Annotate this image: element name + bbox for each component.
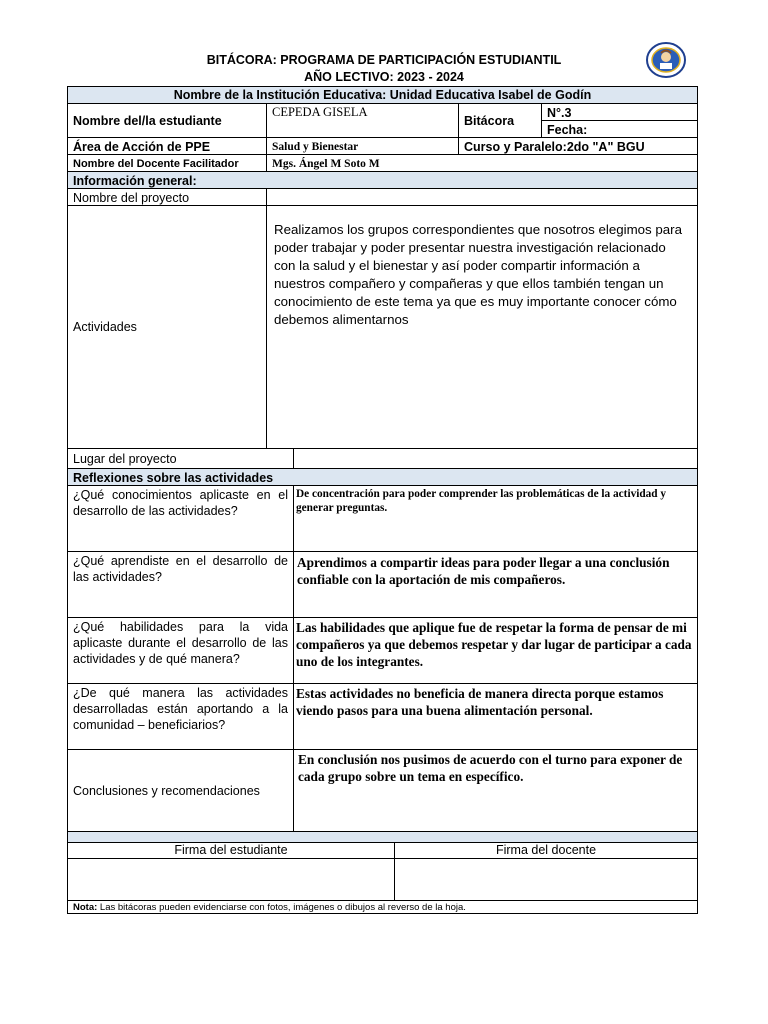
question-community: ¿De qué manera las actividades desarrolladas están aportando a la comunidad – beneficiarios? bbox=[67, 683, 294, 750]
document-title: BITÁCORA: PROGRAMA DE PARTICIPACIÓN ESTUDIANTIL bbox=[206, 53, 562, 67]
question-skills: ¿Qué habilidades para la vida aplicaste durante el desarrollo de las actividades y de qué manera? bbox=[67, 617, 294, 684]
general-info-heading: Información general: bbox=[67, 171, 698, 189]
course-field: Curso y Paralelo:2do "A" BGU bbox=[458, 137, 698, 155]
school-logo bbox=[645, 40, 687, 80]
answer-skills: Las habilidades que aplique fue de respetar la forma de pensar de mi compañeros ya que debemos respetar y dar lugar de participar a cada uno de los integrantes. bbox=[293, 617, 698, 684]
conclusions-label: Conclusiones y recomendaciones bbox=[67, 749, 294, 832]
student-name-label: Nombre del/la estudiante bbox=[67, 103, 267, 138]
date-label: Fecha: bbox=[541, 120, 698, 138]
student-signature-label: Firma del estudiante bbox=[67, 842, 395, 859]
question-learning: ¿Qué aprendiste en el desarrollo de las actividades? bbox=[67, 551, 294, 618]
reflections-heading: Reflexiones sobre las actividades bbox=[67, 468, 698, 486]
project-place-label: Lugar del proyecto bbox=[67, 448, 294, 469]
teacher-signature-area bbox=[394, 858, 698, 901]
note-row bbox=[67, 900, 698, 914]
student-name-value: CEPEDA GISELA bbox=[266, 103, 459, 138]
activities-text: Realizamos los grupos correspondientes que nosotros elegimos para poder trabajar y poder presentar nuestra investigación relacionado con la salud y el bienestar y así poder compartir información a nuestros compañero y compañeras y que ellos también tengan un conocimiento de este tema ya que es muy importante conocer cómo debemos alimentarnos bbox=[266, 205, 698, 449]
answer-community: Estas actividades no beneficia de manera directa porque estamos viendo pasos para una buena alimentación personal. bbox=[293, 683, 698, 750]
activities-label: Actividades bbox=[67, 205, 267, 449]
project-place-value bbox=[293, 448, 698, 469]
area-value: Salud y Bienestar bbox=[266, 137, 459, 155]
answer-knowledge: De concentración para poder comprender las problemáticas de la actividad y generar preguntas. bbox=[293, 485, 698, 552]
area-label: Área de Acción de PPE bbox=[67, 137, 267, 155]
answer-learning: Aprendimos a compartir ideas para poder llegar a una conclusión confiable con la aportación de mis compañeros. bbox=[293, 551, 698, 618]
institution-header: Nombre de la Institución Educativa: Unidad Educativa Isabel de Godín bbox=[67, 86, 698, 104]
bitacora-number: N°.3 bbox=[541, 103, 698, 121]
school-year: AÑO LECTIVO: 2023 - 2024 bbox=[304, 70, 464, 84]
note-text: Las bitácoras pueden evidenciarse con fotos, imágenes o dibujos al reverso de la hoja. bbox=[99, 902, 466, 913]
student-signature-area bbox=[67, 858, 395, 901]
bitacora-label: Bitácora bbox=[458, 103, 542, 138]
note-label: Nota: bbox=[73, 902, 98, 913]
teacher-label: Nombre del Docente Facilitador bbox=[67, 154, 267, 172]
conclusions-text: En conclusión nos pusimos de acuerdo con el turno para exponer de cada grupo sobre un tema en específico. bbox=[293, 749, 698, 832]
teacher-value: Mgs. Ángel M Soto M bbox=[266, 154, 698, 172]
project-name-value bbox=[266, 188, 698, 206]
teacher-signature-label: Firma del docente bbox=[394, 842, 698, 859]
project-name-label: Nombre del proyecto bbox=[67, 188, 267, 206]
question-knowledge: ¿Qué conocimientos aplicaste en el desarrollo de las actividades? bbox=[67, 485, 294, 552]
logbook-form bbox=[67, 86, 698, 914]
